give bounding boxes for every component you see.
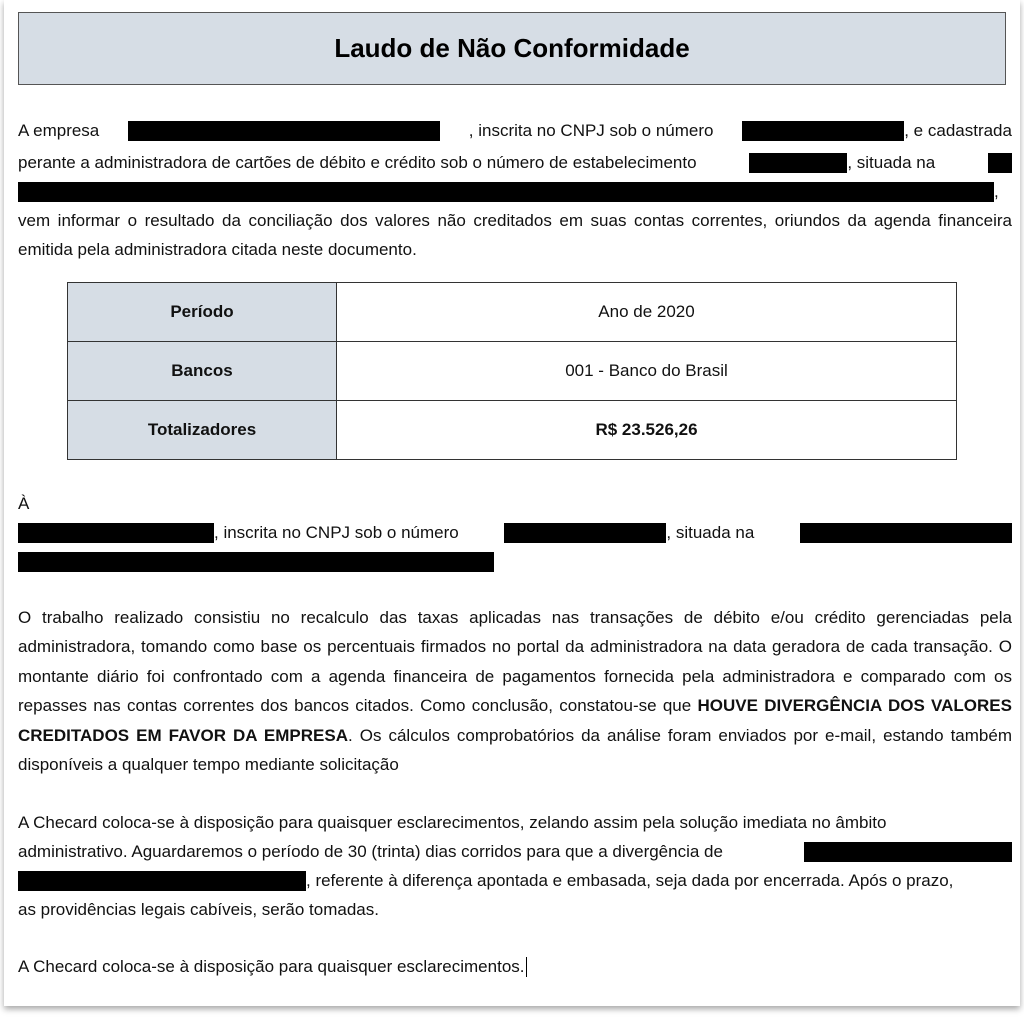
intro-line-1 [18,116,1012,145]
redacted-addressee-cnpj [504,523,666,543]
redacted-establishment-number [749,153,847,173]
intro-text: , [994,182,999,201]
text-cursor [526,957,527,977]
table-row [68,342,957,401]
work-conclusion-bold: HOUVE DIVERGÊNCIA DOS VALORES CREDITADOS EM FAVOR DA EMPRESA [18,696,1012,745]
addressee-line-2 [18,547,1012,576]
closing-line-2 [18,837,1012,866]
addressee-text: , situada na [666,523,755,542]
redacted-divergence-value-cont [18,871,306,891]
table-value: 001 - Banco do Brasil [337,342,957,401]
work-text: . Os cálculos comprobatórios da análise foram enviados por e-mail, estando também disponíveis a qualquer tempo mediante solicitação [18,725,1012,775]
closing-line-3 [18,866,1012,895]
redacted-addressee-address-start [800,523,1012,543]
work-text: O trabalho realizado consistiu no recalculo das taxas aplicadas nas transações de débito e/ou crédito gerenciadas pela administradora, tomando como base os percentuais firmados no portal da administradora na data geradora de cada transação. O montante diário foi confrontado com a agenda financeira de pagamentos fornecida pela administradora e comparado com os repasses nas contas correntes dos bancos citados. Como conclusão, constatou-se que [18,608,1012,716]
intro-text: , situada na [847,153,936,172]
closing-text: A Checard coloca-se à disposição para quaisquer esclarecimentos, zelando assim pela solução imediata no âmbito [18,813,887,832]
addressee-line-1 [18,518,1012,547]
final-line[interactable] [18,952,1012,981]
addressee-to-text: À [18,494,30,513]
document-page [4,0,1020,1006]
table-row [68,283,957,342]
table-value: Ano de 2020 [337,283,957,342]
table-label: Período [68,283,337,342]
closing-line-4 [18,895,1012,924]
closing-text: as providências legais cabíveis, serão tomadas. [18,900,379,919]
redacted-addressee-name [18,523,214,543]
intro-text: , e cadastrada [904,121,1012,140]
intro-text: perante a administradora de cartões de débito e crédito sob o número de estabelecimento [18,153,697,172]
intro-line-2 [18,148,1012,177]
intro-rest: vem informar o resultado da conciliação dos valores não creditados em suas contas correntes, oriundos da agenda financeira emitida pela administradora citada neste documento. [18,211,1012,260]
closing-line-1 [18,808,1012,837]
redacted-addressee-address [18,552,494,572]
redacted-company-name [128,121,440,141]
redacted-address-start [988,153,1012,173]
intro-text: A empresa [18,121,100,140]
table-value: R$ 23.526,26 [337,401,957,460]
final-text: A Checard coloca-se à disposição para quaisquer esclarecimentos. [18,957,525,976]
intro-line-3 [18,177,1012,206]
summary-table [67,282,957,460]
document-title: Laudo de Não Conformidade [334,33,690,63]
addressee-to [18,489,1012,518]
redacted-cnpj [742,121,904,141]
table-row [68,401,957,460]
table-label: Totalizadores [68,401,337,460]
work-paragraph [18,603,1012,779]
title-box [18,12,1006,85]
redacted-address [18,182,994,202]
addressee-text: , inscrita no CNPJ sob o número [214,523,459,542]
closing-text: administrativo. Aguardaremos o período de 30 (trinta) dias corridos para que a divergência de [18,842,723,861]
intro-text: , inscrita no CNPJ sob o número [468,121,714,140]
redacted-divergence-value [804,842,1012,862]
table-label: Bancos [68,342,337,401]
closing-text: , referente à diferença apontada e embasada, seja dada por encerrada. Após o prazo, [306,871,954,890]
